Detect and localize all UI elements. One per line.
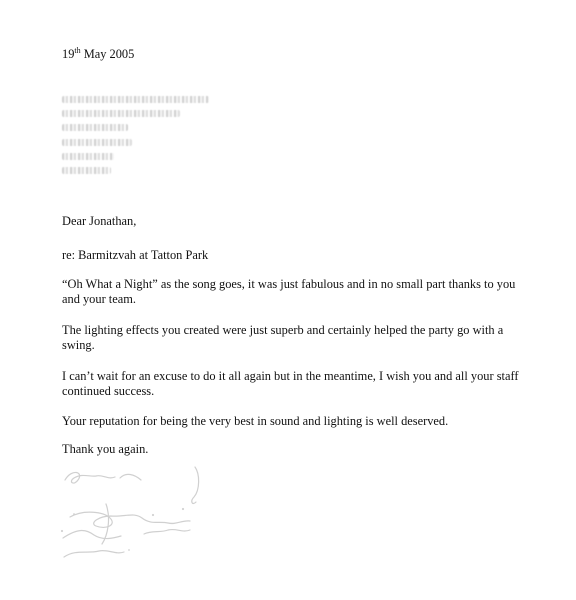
redacted-address-line bbox=[62, 110, 180, 117]
redacted-address-line bbox=[62, 96, 209, 103]
signature-icon bbox=[50, 462, 225, 567]
body-paragraph: I can’t wait for an excuse to do it all again but in the meantime, I wish you and all your staff continued success. bbox=[62, 369, 519, 398]
redacted-address-line bbox=[62, 139, 132, 146]
body-paragraph: The lighting effects you created were just superb and certainly helped the party go with a swing. bbox=[62, 323, 504, 352]
date-day: 19 bbox=[62, 47, 75, 61]
date-suffix: th bbox=[74, 45, 81, 55]
body-paragraph: “Oh What a Night” as the song goes, it was just fabulous and in no small part thanks to you and your team. bbox=[62, 277, 516, 306]
signature bbox=[50, 462, 225, 567]
date-month-year: May 2005 bbox=[83, 47, 135, 61]
redacted-address-line bbox=[62, 124, 128, 131]
closing-line: Thank you again. bbox=[62, 442, 149, 456]
subject-line: re: Barmitzvah at Tatton Park bbox=[62, 248, 209, 262]
redacted-address-line bbox=[62, 167, 111, 174]
body-paragraph: Your reputation for being the very best in sound and lighting is well deserved. bbox=[62, 414, 449, 428]
salutation: Dear Jonathan, bbox=[62, 214, 137, 228]
redacted-address-line bbox=[62, 153, 114, 160]
redacted-address bbox=[62, 96, 232, 181]
letter-date bbox=[62, 47, 134, 62]
